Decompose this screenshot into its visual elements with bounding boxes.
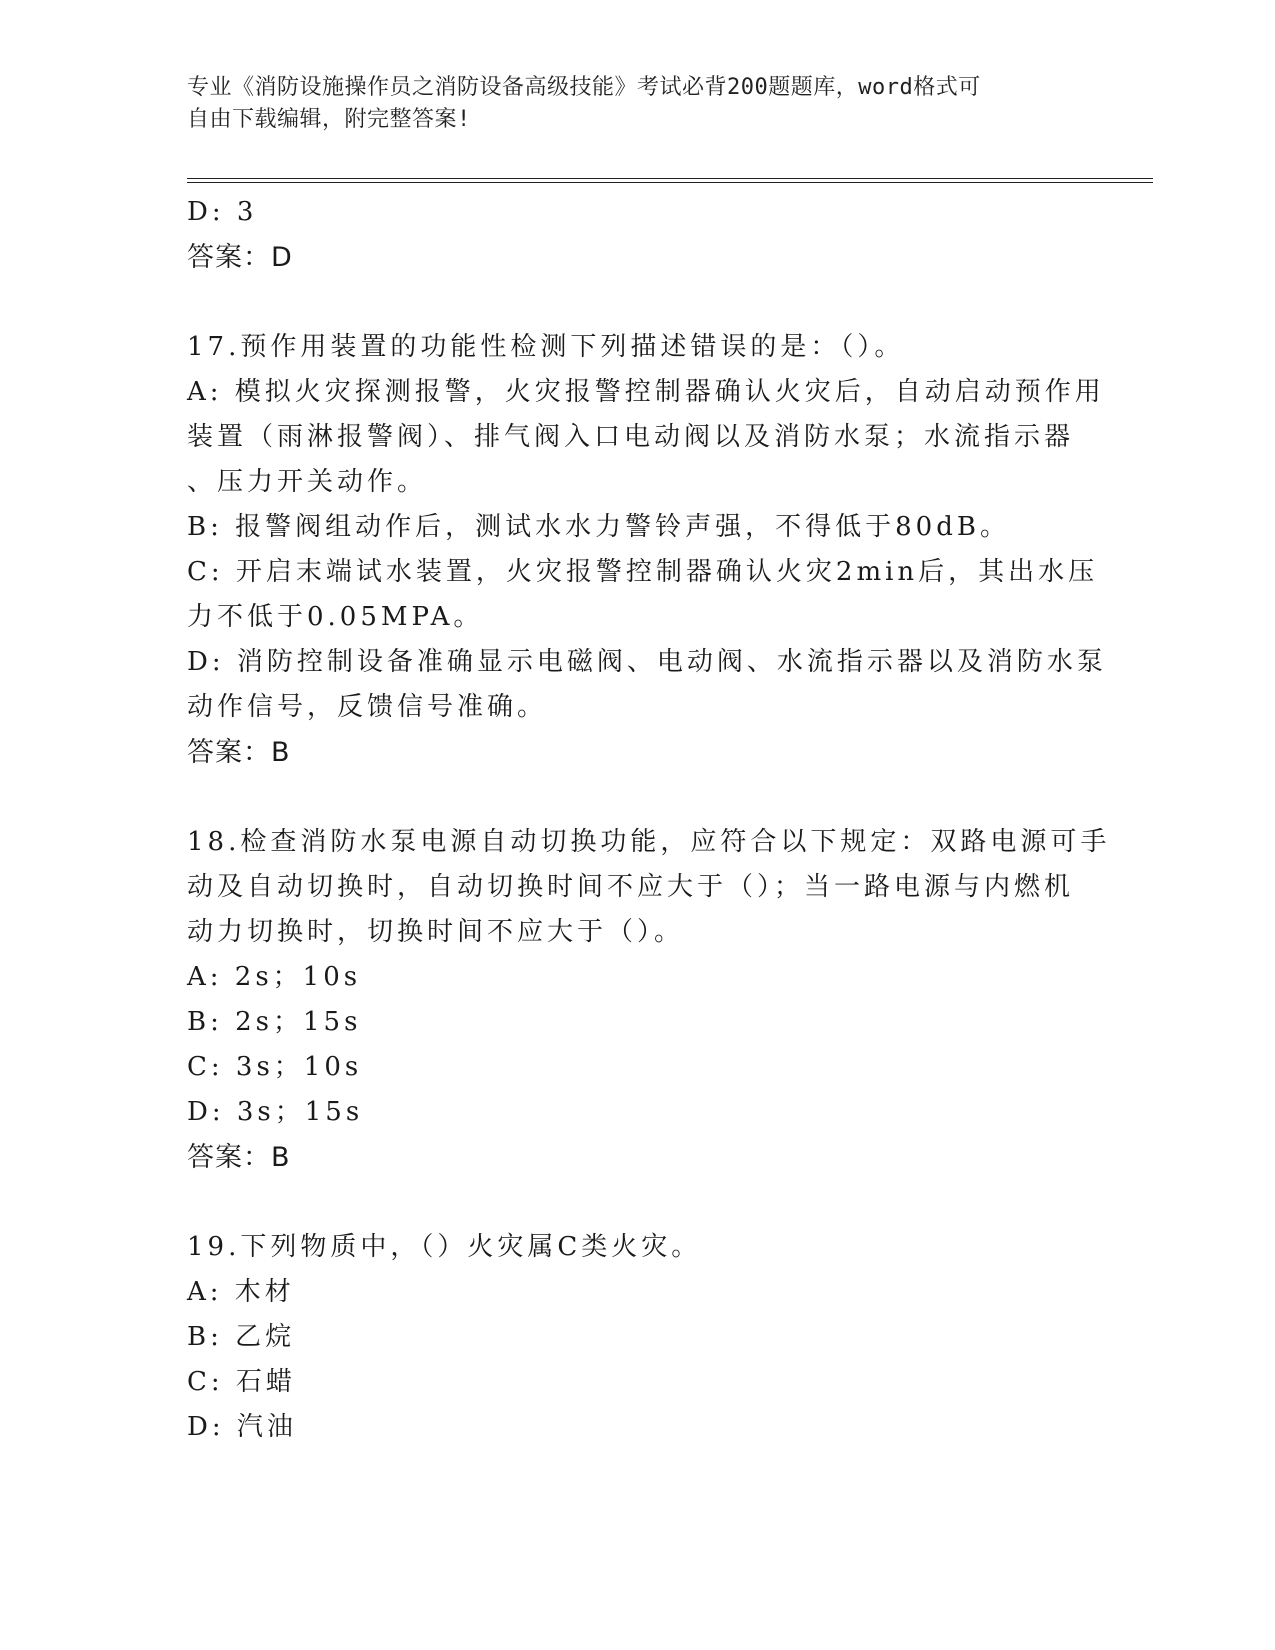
option-c: C: 3s；10s [187,1052,363,1082]
spacer [187,775,1067,820]
header-rule-bottom [187,182,1153,183]
spacer [187,1180,1067,1225]
option-line: 装置（雨淋报警阀）、排气阀入口电动阀以及消防水泵；水流指示器 [187,422,1075,452]
answer-line: 答案：B [187,737,291,768]
option-line: 动作信号，反馈信号准确。 [187,692,548,722]
header-rule-top [187,178,1153,179]
option-b: B: 2s；15s [187,1007,362,1037]
question-text: 17.预作用装置的功能性检测下列描述错误的是：（）。 [187,332,905,362]
question-text-line: 动及自动切换时，自动切换时间不应大于（）；当一路电源与内燃机 [187,872,1075,902]
option-d: D: 汽油 [187,1412,297,1442]
header-line-2: 自由下载编辑，附完整答案! [187,107,471,132]
question-19 [187,1225,1067,1450]
previous-question-tail [187,190,1067,280]
spacer [187,280,1067,325]
question-text: 19.下列物质中，（）火灾属C类火灾。 [187,1232,702,1262]
question-text-line: 18.检查消防水泵电源自动切换功能，应符合以下规定：双路电源可手 [187,827,1111,857]
option-line: B: 报警阀组动作后，测试水水力警铃声强，不得低于80dB。 [187,512,1010,542]
document-header [187,72,1067,136]
option-a [187,370,1105,505]
option-line: C: 开启末端试水装置，火灾报警控制器确认火灾2min后，其出水压 [187,557,1099,587]
question-text-line: 动力切换时，切换时间不应大于（）。 [187,917,685,947]
option-b [187,505,1067,550]
option-a: A: 木材 [187,1277,295,1307]
document-body [187,190,1111,1450]
answer-line: 答案：D [187,242,293,273]
option-line: 、压力开关动作。 [187,467,428,497]
header-line-1: 专业《消防设施操作员之消防设备高级技能》考试必背200题题库，word格式可 [187,75,981,100]
question-18 [187,820,1111,1180]
option-d: D: 3s；15s [187,1097,364,1127]
option-d [187,640,1107,730]
option-b: B: 乙烷 [187,1322,296,1352]
option-line: 力不低于0.05MPA。 [187,602,484,632]
option-a: A: 2s；10s [187,962,362,992]
option-line: A: 模拟火灾探测报警，火灾报警控制器确认火灾后，自动启动预作用 [187,377,1105,407]
option-c: C: 石蜡 [187,1367,296,1397]
question-17 [187,325,1107,775]
option-c [187,550,1099,640]
option-d: D: 3 [187,197,258,227]
option-line: D: 消防控制设备准确显示电磁阀、电动阀、水流指示器以及消防水泵 [187,647,1107,677]
answer-line: 答案：B [187,1142,291,1173]
